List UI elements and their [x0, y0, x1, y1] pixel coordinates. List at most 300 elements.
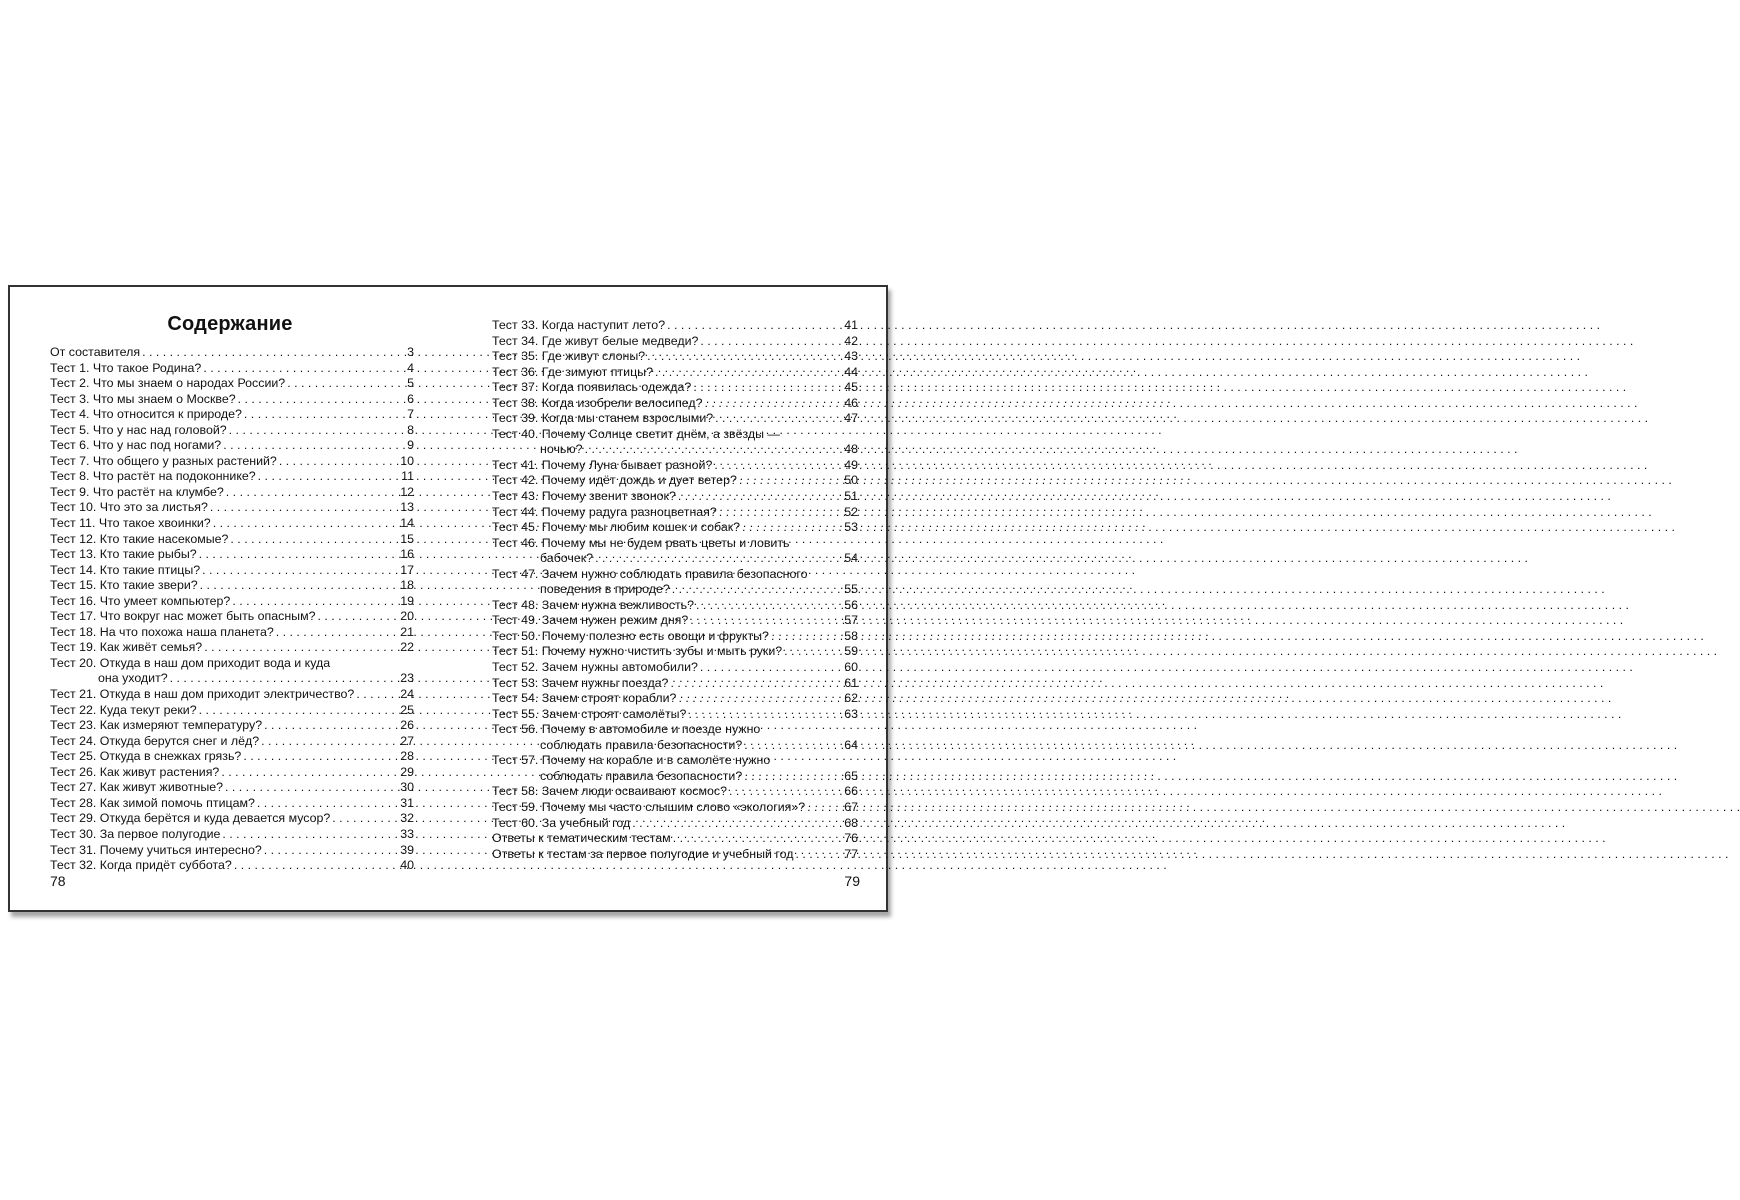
- toc-entry-line: [492, 489, 858, 505]
- toc-entry-line: [50, 594, 414, 610]
- dot-leader: [688, 613, 842, 629]
- toc-entry: [50, 765, 414, 781]
- toc-entry-line: [50, 376, 414, 392]
- toc-entry-text: Тест 45. Почему мы любим кошек и собак?: [492, 520, 741, 535]
- toc-entry-text: Тест 47. Зачем нужно соблюдать правила безопасного: [492, 566, 808, 581]
- toc-entry-text: Тест 3. Что мы знаем о Москве?: [50, 391, 236, 406]
- dot-leader: [712, 458, 842, 474]
- toc-entry: [50, 454, 414, 470]
- toc-entry-line: [50, 734, 414, 750]
- toc-page-number: 33: [400, 826, 414, 841]
- toc-entry: [50, 796, 414, 812]
- toc-entry: [492, 598, 858, 614]
- dot-leader: [686, 707, 842, 723]
- dot-leader: [717, 505, 842, 521]
- toc-page-number: 29: [400, 764, 414, 779]
- toc-entry-text: Тест 16. Что умеет компьютер?: [50, 593, 231, 608]
- toc-entry: [50, 438, 414, 454]
- toc-entry-text: бабочек?: [540, 551, 594, 566]
- toc-page-number: 42: [844, 333, 858, 348]
- toc-page-number: 4: [407, 360, 414, 375]
- dot-leader: [793, 847, 842, 863]
- toc-entry-text: Тест 7. Что общего у разных растений?: [50, 453, 277, 468]
- toc-page-number: 16: [400, 547, 414, 562]
- toc-entry: [50, 827, 414, 843]
- toc-entry-text: Тест 19. Как живёт семья?: [50, 640, 203, 655]
- toc-entry-line: [492, 598, 858, 614]
- toc-entry-line: [492, 349, 858, 365]
- toc-entry-line: [50, 749, 414, 765]
- toc-entry-line: [50, 765, 414, 781]
- toc-page-number: 49: [844, 457, 858, 472]
- toc-entry-text: Тест 38. Когда изобрели велосипед?: [492, 395, 703, 410]
- dot-leader: [727, 784, 842, 800]
- toc-entry: [492, 365, 858, 381]
- toc-page-number: 8: [407, 422, 414, 437]
- toc-page-number: 53: [844, 520, 858, 535]
- toc-page-number: 6: [407, 391, 414, 406]
- toc-entry-text: Тест 35. Где живут слоны?: [492, 349, 646, 364]
- toc-entry-line: [50, 780, 414, 796]
- toc-entry-line: [50, 625, 414, 641]
- dot-leader: [653, 365, 842, 381]
- toc-entry-text: Тест 34. Где живут белые медведи?: [492, 333, 699, 348]
- toc-entry: [492, 644, 858, 660]
- toc-entry-text: Тест 42. Почему идёт дождь и дует ветер?: [492, 473, 737, 488]
- toc-page-number: 26: [400, 718, 414, 733]
- toc-entry-line: [50, 703, 414, 719]
- toc-entry-text: Тест 31. Почему учиться интересно?: [50, 842, 262, 857]
- toc-entry: [492, 722, 858, 753]
- dot-leader: [285, 376, 405, 392]
- toc-entry: [50, 392, 414, 408]
- toc-page-number: 64: [844, 737, 858, 752]
- toc-entry-text: Тест 60. За учебный год: [492, 815, 631, 830]
- dot-leader: [315, 609, 398, 625]
- toc-page-number: 63: [844, 706, 858, 721]
- toc-page-number: 31: [400, 795, 414, 810]
- toc-page-number: 27: [400, 733, 414, 748]
- toc-page-number: 57: [844, 613, 858, 628]
- toc-entry-text: Тест 49. Зачем нужен режим дня?: [492, 613, 689, 628]
- toc-entry-text: Тест 6. Что у нас под ногами?: [50, 438, 222, 453]
- toc-page-number: 76: [844, 831, 858, 846]
- toc-entry-line: [492, 318, 858, 334]
- toc-entry: [492, 473, 858, 489]
- dot-leader: [211, 516, 399, 532]
- dot-leader: [277, 454, 398, 470]
- toc-entry: [492, 629, 858, 645]
- toc-page-number: 47: [844, 411, 858, 426]
- dot-leader: [197, 703, 399, 719]
- toc-entry: [492, 489, 858, 505]
- dot-leader: [671, 831, 843, 847]
- dot-leader: [256, 469, 399, 485]
- toc-entry-text: Тест 11. Что такое хвоинки?: [50, 516, 211, 531]
- toc-entry-line: [492, 396, 858, 412]
- toc-entry: [492, 427, 858, 458]
- toc-page-number: 24: [400, 687, 414, 702]
- toc-page-number: 77: [844, 846, 858, 861]
- toc-entry: [492, 816, 858, 832]
- dot-leader: [221, 438, 405, 454]
- toc-entry: [492, 536, 858, 567]
- toc-page-number: 30: [400, 780, 414, 795]
- toc-entry-text: Тест 41. Почему Луна бывает разной?: [492, 457, 713, 472]
- toc-entry: [492, 334, 858, 350]
- toc-entry: [492, 707, 858, 723]
- toc-entry-text: соблюдать правила безопасности?: [540, 768, 743, 783]
- toc-list-left: [50, 345, 414, 874]
- toc-entry: [50, 687, 414, 703]
- toc-entry-line: [492, 473, 858, 489]
- toc-entry-line: [492, 442, 858, 458]
- toc-page-number: 66: [844, 784, 858, 799]
- toc-entry-line: [492, 582, 858, 598]
- toc-entry: [492, 458, 858, 474]
- dot-leader: [262, 843, 398, 859]
- toc-entry-line: [492, 831, 858, 847]
- dot-leader: [201, 361, 405, 377]
- toc-page-number: 22: [400, 640, 414, 655]
- toc-page-number: 52: [844, 504, 858, 519]
- toc-entry-text: Тест 56. Почему в автомобиле и поезде нужно: [492, 722, 761, 737]
- dot-leader: [219, 765, 398, 781]
- toc-entry: [50, 811, 414, 827]
- toc-page-number: 18: [400, 578, 414, 593]
- toc-entry-line: [50, 532, 414, 548]
- toc-entry: [492, 411, 858, 427]
- dot-leader: [670, 582, 842, 598]
- toc-entry-text: Тест 25. Откуда в снежках грязь?: [50, 749, 242, 764]
- dot-leader: [224, 485, 398, 501]
- dot-leader: [740, 520, 842, 536]
- toc-page-number: 50: [844, 473, 858, 488]
- toc-entry-line: [50, 687, 414, 703]
- toc-entry: [50, 516, 414, 532]
- toc-entry-text: Тест 1. Что такое Родина?: [50, 360, 202, 375]
- toc-entry-text: Тест 10. Что это за листья?: [50, 500, 208, 515]
- toc-entry: [492, 676, 858, 692]
- dot-leader: [769, 629, 842, 645]
- toc-page-number: 46: [844, 395, 858, 410]
- toc-page-number: 48: [844, 442, 858, 457]
- toc-page-number: 65: [844, 768, 858, 783]
- toc-entry: [50, 609, 414, 625]
- toc-entry: [50, 656, 414, 687]
- toc-entry: [492, 318, 858, 334]
- toc-page-number: 61: [844, 675, 858, 690]
- dot-leader: [232, 858, 398, 874]
- toc-entry: [50, 469, 414, 485]
- dot-leader: [274, 625, 398, 641]
- toc-entry-line: [50, 811, 414, 827]
- dot-leader: [665, 318, 842, 334]
- dot-leader: [694, 598, 842, 614]
- toc-entry: [50, 361, 414, 377]
- toc-entry: [492, 784, 858, 800]
- toc-entry-line: [492, 644, 858, 660]
- toc-page-number: 28: [400, 749, 414, 764]
- toc-entry: [50, 563, 414, 579]
- dot-leader: [630, 816, 842, 832]
- toc-entry-text: Тест 52. Зачем нужны автомобили?: [492, 660, 698, 675]
- toc-entry-text: Тест 36. Где зимуют птицы?: [492, 364, 653, 379]
- toc-entry-line: [492, 505, 858, 521]
- toc-entry-line: [50, 423, 414, 439]
- toc-entry-line: [492, 769, 858, 785]
- toc-entry-text: ночью?: [540, 442, 583, 457]
- toc-entry-text: Тест 50. Почему полезно есть овощи и фрукты?: [492, 628, 769, 643]
- toc-entry-line: [492, 551, 858, 567]
- toc-page-number: 32: [400, 811, 414, 826]
- toc-page-number: 14: [400, 516, 414, 531]
- toc-page-number: 7: [407, 407, 414, 422]
- toc-entry-text: Тест 53. Зачем нужны поезда?: [492, 675, 669, 690]
- toc-entry-text: Тест 29. Откуда берётся и куда девается мусор?: [50, 811, 331, 826]
- toc-entry-text: поведения в природе?: [540, 582, 670, 597]
- toc-entry: [50, 594, 414, 610]
- toc-page-number: 25: [400, 702, 414, 717]
- toc-page-number: 67: [844, 799, 858, 814]
- toc-entry-line: [50, 858, 414, 874]
- toc-page-number: 3: [407, 345, 414, 359]
- page-number-left: 78: [50, 873, 66, 889]
- toc-entry-line: [492, 629, 858, 645]
- toc-entry: [50, 423, 414, 439]
- toc-entry: [50, 578, 414, 594]
- toc-entry-text: Тест 57. Почему на корабле и в самолёте нужно: [492, 753, 771, 768]
- dot-leader: [208, 500, 398, 516]
- dot-leader: [698, 334, 842, 350]
- dot-leader: [223, 780, 398, 796]
- toc-page-number: 11: [401, 469, 414, 484]
- toc-entry: [50, 703, 414, 719]
- toc-page-number: 10: [400, 453, 414, 468]
- dot-leader: [200, 563, 398, 579]
- toc-entry: [50, 345, 414, 361]
- toc-entry: [50, 625, 414, 641]
- toc-entry-line: [50, 454, 414, 470]
- toc-entry-text: Тест 58. Зачем люди осваивают космос?: [492, 784, 727, 799]
- toc-entry-text: Тест 5. Что у нас над головой?: [50, 422, 227, 437]
- dot-leader: [713, 411, 842, 427]
- toc-entry: [50, 640, 414, 656]
- dot-leader: [676, 489, 842, 505]
- toc-entry-text: Тест 59. Почему мы часто слышим слово «экология»?: [492, 799, 806, 814]
- toc-page-number: 68: [844, 815, 858, 830]
- toc-entry-text: Тест 30. За первое полугодие: [50, 826, 221, 841]
- toc-entry-line: [50, 345, 414, 361]
- toc-entry-text: Тест 17. Что вокруг нас может быть опасным?: [50, 609, 316, 624]
- dot-leader: [227, 423, 405, 439]
- toc-entry-text: Ответы к тематическим тестам: [492, 831, 671, 846]
- dot-leader: [691, 380, 842, 396]
- toc-entry-text: Тест 9. Что растёт на клумбе?: [50, 484, 224, 499]
- toc-entry: [492, 753, 858, 784]
- toc-entry-line: [50, 827, 414, 843]
- dot-leader: [255, 796, 398, 812]
- dot-leader: [236, 392, 405, 408]
- dot-leader: [742, 738, 842, 754]
- toc-entry-text: Ответы к тестам за первое полугодие и учебный год: [492, 846, 794, 861]
- toc-entry: [492, 800, 858, 816]
- toc-entry-text: Тест 33. Когда наступит лето?: [492, 318, 666, 332]
- left-page: [10, 287, 450, 910]
- toc-entry: [492, 847, 858, 863]
- toc-entry-text: Тест 4. Что относится к природе?: [50, 407, 242, 422]
- dot-leader: [242, 407, 405, 423]
- toc-page-number: 43: [844, 349, 858, 364]
- toc-entry-line: [492, 411, 858, 427]
- dot-leader: [202, 640, 398, 656]
- toc-entry: [50, 749, 414, 765]
- toc-entry-line: [492, 816, 858, 832]
- toc-entry-line: [50, 361, 414, 377]
- toc-entry-text: Тест 40. Почему Солнце светит днём, а звёзды —: [492, 426, 780, 441]
- toc-entry-text: Тест 51. Почему нужно чистить зубы и мыть руки?: [492, 644, 783, 659]
- toc-entry: [492, 660, 858, 676]
- toc-page-number: 21: [400, 624, 414, 639]
- toc-entry: [50, 407, 414, 423]
- toc-entry-line: [50, 609, 414, 625]
- toc-entry-line: [50, 547, 414, 563]
- toc-entry-text: Тест 15. Кто такие звери?: [50, 578, 198, 593]
- toc-page-number: 41: [844, 318, 858, 332]
- dot-leader: [583, 442, 843, 458]
- toc-entry-text: соблюдать правила безопасности?: [540, 737, 743, 752]
- toc-entry-line: [492, 365, 858, 381]
- toc-page-number: 51: [844, 489, 858, 504]
- toc-entry: [50, 547, 414, 563]
- toc-page-number: 54: [844, 551, 858, 566]
- toc-entry-line: [492, 847, 858, 863]
- toc-entry-line: [492, 800, 858, 816]
- toc-entry-text: Тест 2. Что мы знаем о народах России?: [50, 376, 286, 391]
- dot-leader: [593, 551, 842, 567]
- toc-list-right: [492, 318, 858, 862]
- toc-entry-text: Тест 14. Кто такие птицы?: [50, 562, 201, 577]
- toc-page-number: 17: [400, 562, 414, 577]
- toc-entry-line: [50, 796, 414, 812]
- toc-entry-text: Тест 12. Кто такие насекомые?: [50, 531, 229, 546]
- dot-leader: [698, 660, 842, 676]
- toc-page-number: 58: [844, 628, 858, 643]
- toc-entry-text: Тест 55. Зачем строят самолёты?: [492, 706, 687, 721]
- toc-entry: [492, 567, 858, 598]
- toc-entry-line: [492, 613, 858, 629]
- dot-leader: [668, 676, 842, 692]
- toc-entry: [50, 843, 414, 859]
- toc-entry: [50, 718, 414, 734]
- dot-leader: [782, 644, 842, 660]
- toc-page-number: 62: [844, 691, 858, 706]
- toc-entry-line: [50, 438, 414, 454]
- toc-page-number: 9: [407, 438, 414, 453]
- toc-entry-text: От составителя: [50, 345, 141, 359]
- dot-leader: [230, 594, 398, 610]
- toc-entry-line: [492, 676, 858, 692]
- toc-entry-line: [492, 380, 858, 396]
- dot-leader: [198, 578, 399, 594]
- toc-entry-line: [50, 485, 414, 501]
- toc-entry-text: Тест 37. Когда появилась одежда?: [492, 380, 692, 395]
- toc-entry-text: Тест 27. Как живут животные?: [50, 780, 224, 795]
- toc-entry-text: Тест 24. Откуда берутся снег и лёд?: [50, 733, 260, 748]
- toc-entry-line: [492, 691, 858, 707]
- toc-entry: [492, 349, 858, 365]
- toc-entry-text: она уходит?: [98, 671, 168, 686]
- toc-entry: [492, 380, 858, 396]
- toc-entry-line: [50, 563, 414, 579]
- toc-title: Содержание: [167, 313, 293, 335]
- toc-page-number: 60: [844, 660, 858, 675]
- toc-entry-line: [50, 500, 414, 516]
- dot-leader: [703, 396, 843, 412]
- dot-leader: [676, 691, 842, 707]
- toc-page-number: 45: [844, 380, 858, 395]
- toc-entry-text: Тест 32. Когда придёт суббота?: [50, 858, 232, 873]
- dot-leader: [330, 811, 398, 827]
- toc-entry-text: Тест 43. Почему звенит звонок?: [492, 489, 676, 504]
- dot-leader: [737, 473, 842, 489]
- toc-page-number: 56: [844, 597, 858, 612]
- toc-entry-line: [50, 718, 414, 734]
- toc-entry-text: Тест 18. На что похожа наша планета?: [50, 624, 274, 639]
- toc-entry-line: [492, 707, 858, 723]
- toc-page-number: 55: [844, 582, 858, 597]
- toc-entry: [50, 780, 414, 796]
- toc-entry: [492, 613, 858, 629]
- toc-page-number: 15: [400, 531, 414, 546]
- dot-leader: [197, 547, 399, 563]
- toc-entry-line: [492, 334, 858, 350]
- dot-leader: [241, 749, 398, 765]
- toc-entry-text: Тест 46. Почему мы не будем рвать цветы и ловить: [492, 535, 790, 550]
- toc-entry-line: [50, 578, 414, 594]
- toc-entry: [50, 858, 414, 874]
- dot-leader: [259, 734, 398, 750]
- toc-entry: [492, 691, 858, 707]
- dot-leader: [354, 687, 398, 703]
- toc-page-number: 20: [400, 609, 414, 624]
- toc-entry: [492, 396, 858, 412]
- dot-leader: [645, 349, 842, 365]
- toc-page-number: 12: [400, 484, 414, 499]
- toc-entry: [492, 831, 858, 847]
- toc-page-number: 23: [400, 671, 414, 686]
- toc-entry-text: Тест 22. Куда текут реки?: [50, 702, 197, 717]
- toc-entry: [492, 520, 858, 536]
- toc-entry-text: Тест 44. Почему радуга разноцветная?: [492, 504, 717, 519]
- toc-entry: [50, 500, 414, 516]
- toc-entry: [492, 505, 858, 521]
- toc-entry-line: [50, 671, 414, 687]
- toc-entry-line: [492, 660, 858, 676]
- dot-leader: [805, 800, 842, 816]
- toc-entry-line: [492, 738, 858, 754]
- toc-entry: [50, 532, 414, 548]
- toc-entry-text: Тест 21. Откуда в наш дом приходит электричество?: [50, 687, 355, 702]
- toc-entry: [50, 485, 414, 501]
- toc-entry-line: [492, 784, 858, 800]
- page-number-right: 79: [844, 873, 860, 889]
- toc-entry-text: Тест 39. Когда мы станем взрослыми?: [492, 411, 714, 426]
- toc-page-number: 40: [400, 858, 414, 873]
- toc-entry-line: [50, 469, 414, 485]
- dot-leader: [262, 718, 398, 734]
- book-spread: [8, 285, 888, 912]
